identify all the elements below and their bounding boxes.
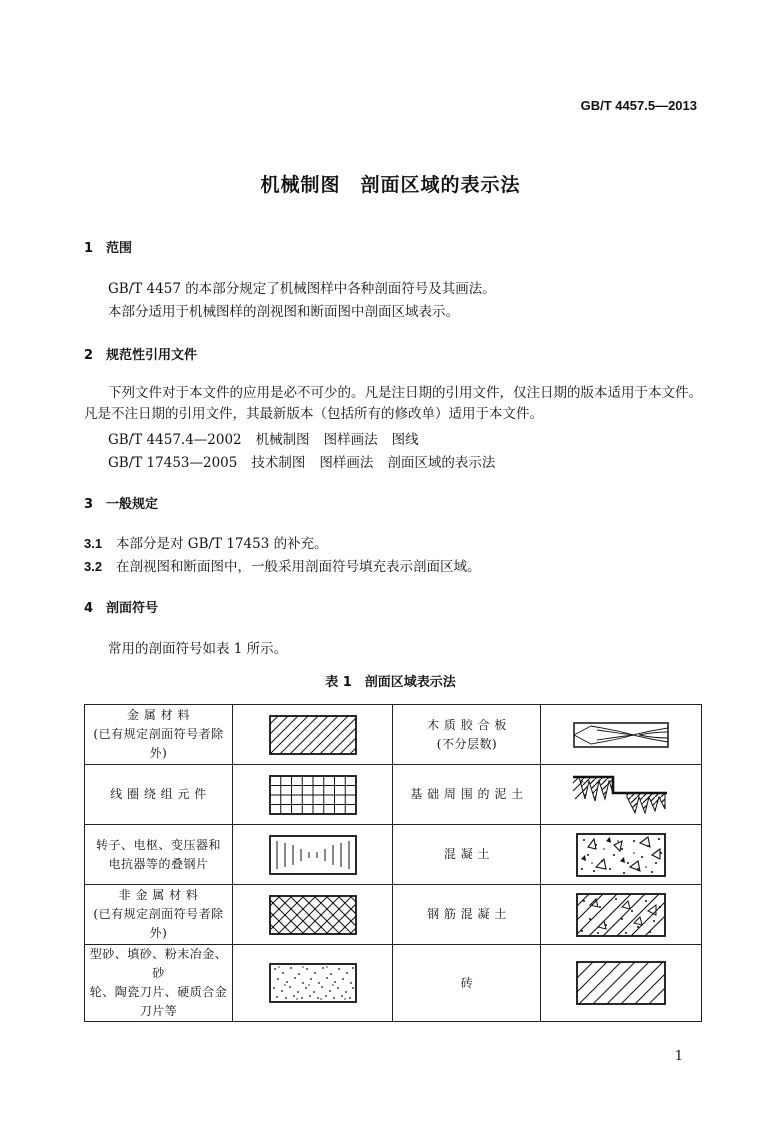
standard-number: GB/T 4457.5—2013 — [580, 98, 697, 113]
table-caption: 表 1 剖面区域表示法 — [325, 675, 456, 690]
table-row — [85, 765, 702, 825]
coil-grid-icon — [233, 765, 393, 825]
reference-item-1 — [108, 428, 433, 448]
metal-hatch-icon — [233, 705, 393, 765]
reference-item-2 — [108, 451, 509, 471]
section-1-heading — [84, 237, 132, 256]
section-title: 一般规定 — [106, 497, 159, 512]
brick-icon — [541, 945, 702, 1022]
symbols-paragraph: 常用的剖面符号如表 1 所示。 — [108, 641, 288, 657]
sand-powder-icon — [233, 945, 393, 1022]
reference-part: 剖面区域的表示法 — [387, 455, 496, 471]
material-label: 非 金 属 材 料 (已有规定剖面符号者除外) — [85, 885, 233, 945]
material-label: 基 础 周 围 的 泥 土 — [393, 765, 541, 825]
plywood-icon — [541, 705, 702, 765]
page-title: 机械制图 剖面区域的表示法 — [260, 174, 521, 196]
material-label: 砖 — [393, 945, 541, 1022]
nonmetal-crosshatch-icon — [233, 885, 393, 945]
reference-part: 图线 — [391, 432, 419, 448]
soil-icon — [541, 765, 702, 825]
material-label: 钢 筋 混 凝 土 — [393, 885, 541, 945]
reference-code: GB/T 17453—2005 — [108, 455, 238, 471]
clause-number: 3.1 — [84, 536, 103, 551]
clause-text: 在剖视图和断面图中，一般采用剖面符号填充表示剖面区域。 — [116, 559, 481, 575]
section-4-heading — [84, 597, 158, 616]
section-number: 1 — [84, 241, 94, 256]
laminated-steel-icon — [233, 825, 393, 885]
section-number: 3 — [84, 497, 94, 512]
reference-part: 机械制图 — [255, 432, 310, 448]
clause-text: 本部分是对 GB/T 17453 的补充。 — [116, 536, 328, 552]
table-row — [85, 885, 702, 945]
scope-paragraph-1: GB/T 4457 的本部分规定了机械图样中各种剖面符号及其画法。 — [108, 281, 496, 297]
reference-part: 图样画法 — [323, 432, 378, 448]
section-3-heading — [84, 493, 158, 512]
table-row — [85, 705, 702, 765]
page-number: 1 — [674, 1049, 683, 1064]
section-title: 剖面符号 — [106, 601, 159, 616]
section-title: 规范性引用文件 — [106, 348, 198, 363]
section-symbols-table — [84, 704, 702, 1022]
section-number: 4 — [84, 601, 94, 616]
material-label: 混 凝 土 — [393, 825, 541, 885]
reinforced-concrete-icon — [541, 885, 702, 945]
section-number: 2 — [84, 348, 94, 363]
table-row — [85, 945, 702, 1022]
clause-3-2 — [84, 555, 481, 575]
material-label: 线 圈 绕 组 元 件 — [85, 765, 233, 825]
reference-part: 技术制图 — [251, 455, 306, 471]
normative-references-intro: 下列文件对于本文件的应用是必不可少的。凡是注日期的引用文件，仅注日期的版本适用于本文件。凡是不注日期的引用文件，其最新版本（包括所有的修改单）适用于本文件。 — [84, 385, 702, 422]
section-2-heading — [84, 344, 197, 363]
material-label: 金 属 材 料 (已有规定剖面符号者除外) — [85, 705, 233, 765]
reference-code: GB/T 4457.4—2002 — [108, 432, 242, 448]
section-title: 范围 — [106, 241, 133, 256]
clause-3-1 — [84, 532, 328, 552]
scope-paragraph-2: 本部分适用于机械图样的剖视图和断面图中剖面区域表示。 — [108, 304, 459, 320]
material-label: 木 质 胶 合 板 (不分层数) — [393, 705, 541, 765]
reference-part: 图样画法 — [319, 455, 374, 471]
material-label: 型砂、填砂、粉末冶金、砂 轮、陶瓷刀片、硬质合金 刀片等 — [85, 945, 233, 1022]
table-row — [85, 825, 702, 885]
material-label: 转子、电枢、变压器和 电抗器等的叠钢片 — [85, 825, 233, 885]
concrete-icon — [541, 825, 702, 885]
clause-number: 3.2 — [84, 559, 103, 574]
